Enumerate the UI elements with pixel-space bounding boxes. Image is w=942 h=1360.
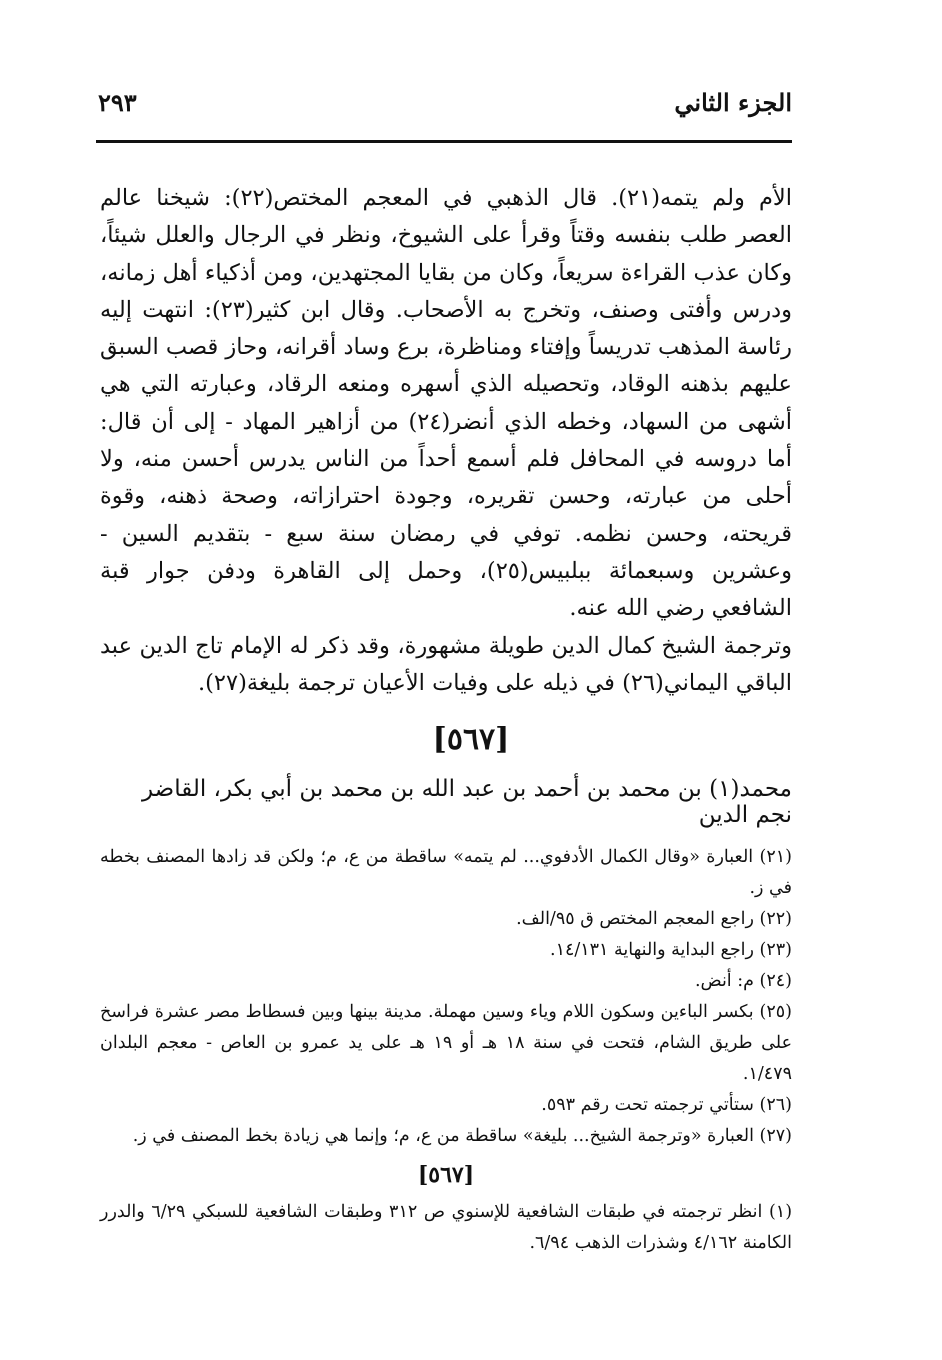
footnote: (٢٤) م: أنض. <box>694 971 792 991</box>
footnotes <box>100 842 792 1259</box>
footnote-entry-heading: [٥٦٧] <box>417 1162 475 1188</box>
footnote: (٢٦) ستأتي ترجمته تحت رقم ٥٩٣. <box>541 1095 792 1115</box>
main-text <box>100 180 792 702</box>
footnote: (٢٢) راجع المعجم المختص ق ٩٥/الف. <box>516 909 792 929</box>
footnote: (٢٧) العبارة «وترجمة الشيخ... بليغة» ساقطة من ع، م؛ وإنما هي زيادة بخط المصنف في ز. <box>132 1126 792 1146</box>
footnote: (٢٣) راجع البداية والنهاية ١٤/١٣١. <box>549 940 792 960</box>
footnote: (١) انظر ترجمته في طبقات الشافعية للإسنوي ص ٣١٢ وطبقات الشافعية للسبكي ٦/٢٩ والدرر الكامنة ٤/١٦٢ وشذرات الذهب ٦/٩٤. <box>100 1202 793 1253</box>
body-paragraph: الأم ولم يتمه(٢١). قال الذهبي في المعجم المختص(٢٢): شيخنا عالم العصر طلب بنفسه وقتاً وقرأ على الشيوخ، ونظر في الرجال والعلل شيئاً، وكان عذب القراءة سريعاً، وكان من بقايا المجتهدين، ومن أذكياء أهل زمانه، ودرس وأفتى وصنف، وتخرج به الأصحاب. وقال ابن كثير(٢٣): انتهت إليه رئاسة المذهب تدريساً وإفتاء ومناظرة، برع وساد أقرانه، وحاز قصب السبق عليهم بذهنه الوقاد، وتحصيله الذي أسهره ومنعه الرقاد، وعبارته التي هي أشهى من السهاد، وخطه الذي أنضر(٢٤) من أزاهير المهاد - إلى أن قال: أما دروسه في المحافل فلم أسمع أحداً من الناس يدرس أحسن منه، ولا أحلى من عبارته، وحسن تقريره، وجودة احترازاته، وصحة ذهنه، وقوة قريحته، وحسن نظمه. توفي في رمضان سنة سبع - بتقديم السين - وعشرين وسبعمائة ببلبيس(٢٥)، وحمل إلى القاهرة ودفن جوار قبة الشافعي رضي الله عنه. <box>99 185 793 622</box>
entry-number: [٥٦٧] <box>432 722 510 757</box>
page-header <box>98 88 792 128</box>
entry-first-line: محمد(١) بن محمد بن أحمد بن عبد الله بن محمد بن أبي بكر، القاضر نجم الدين <box>141 776 792 828</box>
footnote: (٢٥) بكسر الباءين وسكون اللام وياء وسين مهملة. مدينة بينها وبين فسطاط مصر عشرة فراسخ على طريق الشام، فتحت في سنة ١٨ هـ أو ١٩ هـ على يد عمرو بن العاص - معجم البلدان ١/٤٧٩. <box>100 1002 793 1084</box>
footnote: (٢١) العبارة «وقال الكمال الأدفوي... لم يتمه» ساقطة من ع، م؛ ولكن قد زادها المصنف بخطه في ز. <box>100 847 792 898</box>
running-head: الجزء الثاني <box>674 88 792 117</box>
page-number: ٢٩٣ <box>98 88 137 117</box>
header-rule <box>96 140 792 143</box>
body-paragraph: وترجمة الشيخ كمال الدين طويلة مشهورة، وقد ذكر له الإمام تاج الدين عبد الباقي اليماني(٢٦) في ذيله على وفيات الأعيان ترجمة بليغة(٢٧). <box>100 632 792 696</box>
